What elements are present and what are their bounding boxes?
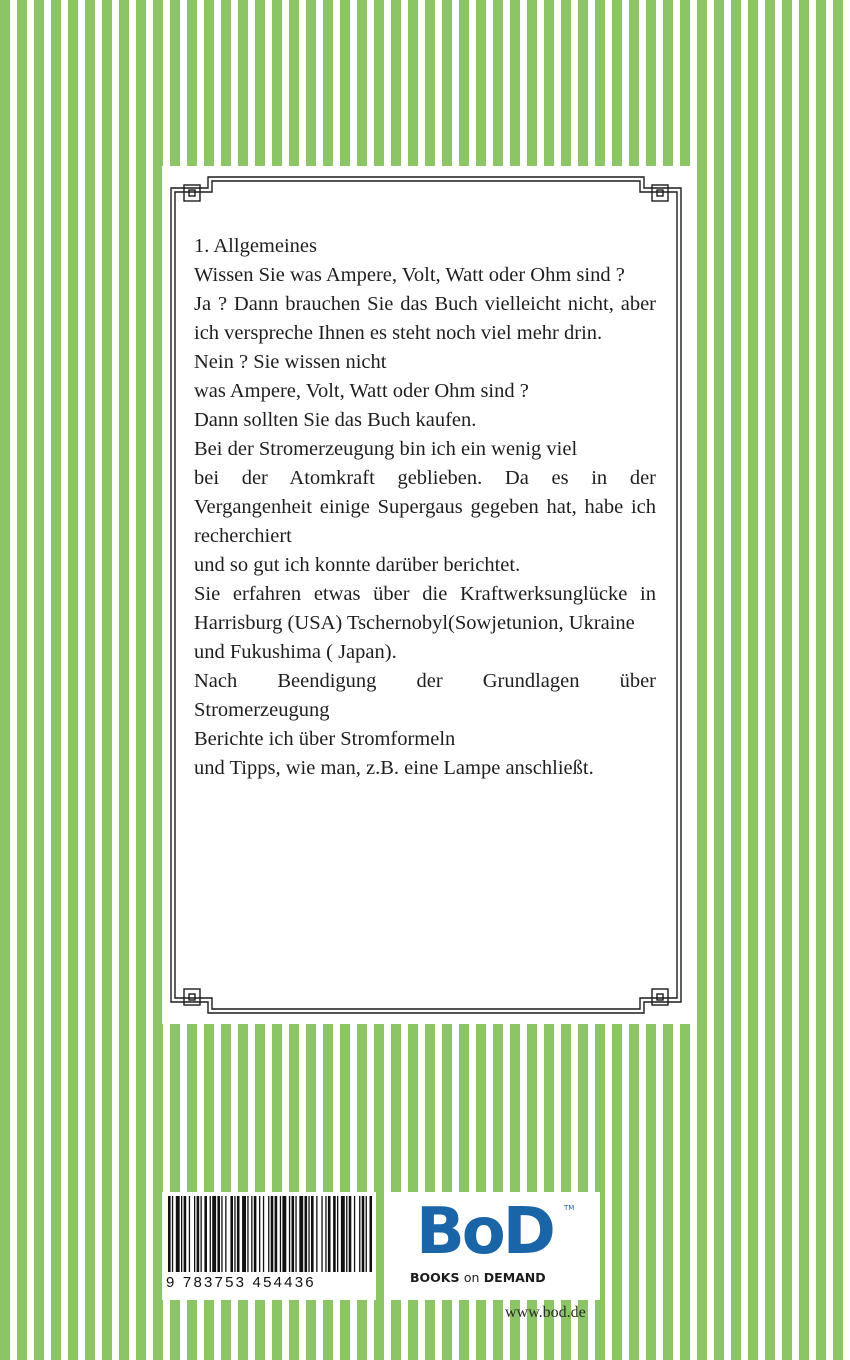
blurb-line: Ja ? Dann brauchen Sie das Buch vielleicht nicht, aber ich verspreche Ihnen es steht noch viel mehr drin. [194,293,656,344]
barcode-bar [354,1196,355,1272]
barcode-bar [321,1196,322,1272]
barcode-bar [337,1196,338,1272]
publisher-url: www.bod.de [505,1304,586,1321]
blurb-line: Nach Beendigung der Grundlagen über Stromerzeugung [194,670,656,721]
barcode-bar [295,1196,296,1272]
barcode-bar [189,1196,190,1272]
barcode-bar [359,1196,360,1272]
barcode-bar [234,1196,235,1272]
barcode-bar [184,1196,187,1272]
barcode-bar [316,1196,317,1272]
barcode-bars [166,1196,372,1272]
barcode-bar [242,1196,246,1272]
blurb-line: und so gut ich konnte darüber berichtet. [194,554,521,576]
barcode-bar [366,1196,367,1272]
barcode-bar [259,1196,260,1272]
barcode-bar [280,1196,281,1272]
bod-logo-wordmark: BoD [416,1195,553,1269]
barcode-bar [289,1196,290,1272]
barcode-bar [292,1196,295,1272]
barcode-bar [305,1196,308,1272]
blurb-line: was Ampere, Volt, Watt oder Ohm sind ? [194,380,529,402]
isbn-digits: 9 783753 454436 [166,1274,316,1291]
barcode-bar [168,1196,171,1272]
barcode-bar [237,1196,240,1272]
barcode-bar [225,1196,226,1272]
barcode-bar [349,1196,352,1272]
barcode-bar [254,1196,257,1272]
trademark-mark: TM [564,1204,575,1212]
blurb-line: 1. Allgemeines [194,235,317,257]
blurb-line: Dann sollten Sie das Buch kaufen. [194,409,477,431]
blurb-line: Bei der Stromerzeugung bin ich ein wenig viel [194,438,578,460]
tagline-demand: DEMAND [483,1270,546,1285]
barcode-bar [212,1196,216,1272]
blurb-line: Wissen Sie was Ampere, Volt, Watt oder Ohm sind ? [194,264,625,286]
barcode-bar [217,1196,220,1272]
tagline-on: on [463,1270,480,1285]
barcode-bar [263,1196,264,1272]
barcode-bar [328,1196,331,1272]
blurb-line: Berichte ich über Stromformeln [194,728,456,750]
barcode-bar [271,1196,274,1272]
text-panel [162,166,690,1024]
barcode-bar [201,1196,202,1272]
barcode [162,1192,376,1300]
barcode-bar [370,1196,373,1272]
barcode-bar [172,1196,173,1272]
barcode-bar [333,1196,336,1272]
barcode-bar [230,1196,233,1272]
blurb-line: Nein ? Sie wissen nicht [194,351,387,373]
barcode-bar [346,1196,347,1272]
barcode-bar [221,1196,222,1272]
barcode-bar [268,1196,269,1272]
barcode-bar [282,1196,286,1272]
barcode-bar [311,1196,314,1272]
blurb-line: bei der Atomkraft geblieben. Da es in der Vergangenheit einige Supergaus gegeben hat, habe ich recherchiert [194,467,656,547]
barcode-bar [210,1196,211,1272]
barcode-bar [308,1196,309,1272]
publisher-logo [388,1192,600,1300]
barcode-bar [197,1196,200,1272]
barcode-bar [247,1196,248,1272]
barcode-bar [341,1196,345,1272]
blurb-line: und Tipps, wie man, z.B. eine Lampe anschließt. [194,757,594,779]
blurb-text [194,232,656,783]
barcode-bar [194,1196,195,1272]
barcode-bar [204,1196,207,1272]
blurb-line: Sie erfahren etwas über die Kraftwerksunglücke in Harrisburg (USA) Tschernobyl(Sowjetunion, Ukraine [194,583,656,634]
barcode-bar [176,1196,180,1272]
barcode-bar [251,1196,252,1272]
publisher-tagline [410,1270,546,1285]
blurb-line: und Fukushima ( Japan). [194,641,397,663]
barcode-bar [275,1196,278,1272]
tagline-books: BOOKS [410,1270,460,1285]
barcode-bar [299,1196,303,1272]
barcode-bar [181,1196,182,1272]
barcode-bar [325,1196,326,1272]
barcode-bar [362,1196,365,1272]
